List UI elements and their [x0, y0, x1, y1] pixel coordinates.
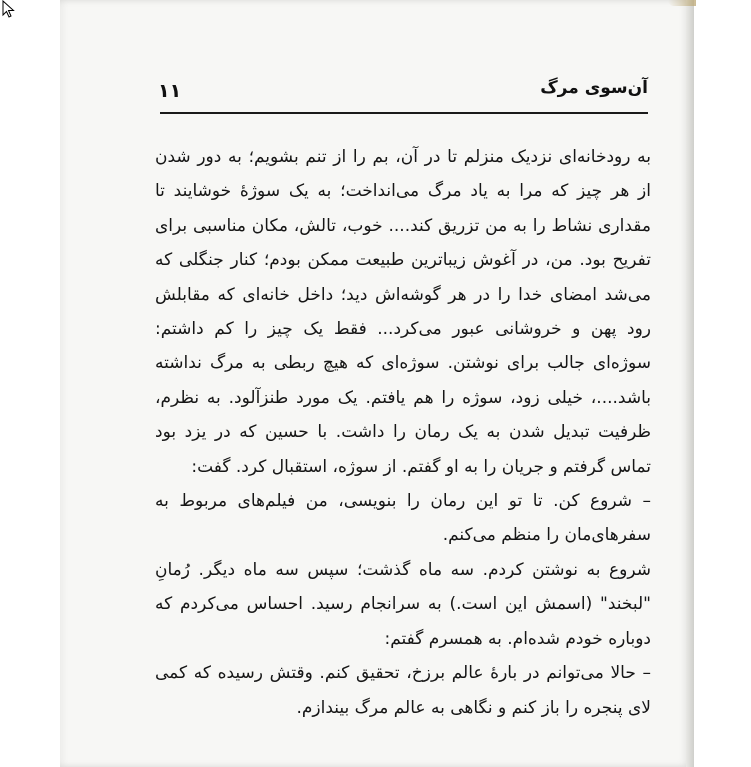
paragraph: – شروع کن. تا تو این رمان را بنویسی، من فیلم‌های مربوط به سفرهای‌مان را منظم می‌کنم. — [155, 491, 651, 546]
body-text — [155, 140, 651, 725]
page-corner-stain — [668, 0, 696, 6]
mouse-pointer-icon — [2, 0, 16, 18]
running-title: آن‌سوی مرگ — [540, 78, 648, 98]
paragraph: شروع به نوشتن کردم. سه ماه گذشت؛ سپس سه ماه دیگر. رُمانِ "لبخند" (اسمش این است.) به سرانجام رسید. احساس می‌کردم که دوباره خودم شده‌ام. به همسرم گفتم: — [155, 559, 651, 649]
paragraph: – حالا می‌توانم در بارهٔ عالم برزخ، تحقیق کنم. وقتش رسیده که کمی لای پنجره را باز کنم و نگاهی به عالم مرگ بیندازم. — [155, 663, 651, 718]
page-binding-edge — [686, 0, 694, 767]
paragraph: به رودخانه‌ای نزدیک منزلم تا در آن، بم را از تنم بشویم؛ به دور شدن از هر چیز که مرا به یاد مرگ می‌انداخت؛ به یک سوژهٔ خوشایند تا مقداری نشاط را به من تزریق کند.... خوب، تالش، مکان مناسبی برای تفریح بود. من، در آغوش زیباترین طبیعت ممکن بودم؛ کنار جنگلی که می‌شد امضای خدا را در هر گوشه‌اش دید؛ داخل خانه‌ای که مقابلش رود پهن و خروشانی عبور می‌کرد... فقط یک چیز را کم داشتم: سوژه‌ای جالب برای نوشتن. سوژه‌ای که هیچ ربطی به مرگ نداشته باشد....، خیلی زود، سوژه را هم یافتم. یک مورد طنزآلود. به نظرم، ظرفیت تبدیل شدن به یک رمان را داشت. با حسین که در یزد بود تماس گرفتم و جریان را به او گفتم. از سوژه، استقبال کرد. گفت: — [155, 147, 651, 477]
running-header — [158, 78, 648, 106]
page-number: ۱۱ — [158, 80, 182, 102]
header-rule — [160, 112, 648, 114]
